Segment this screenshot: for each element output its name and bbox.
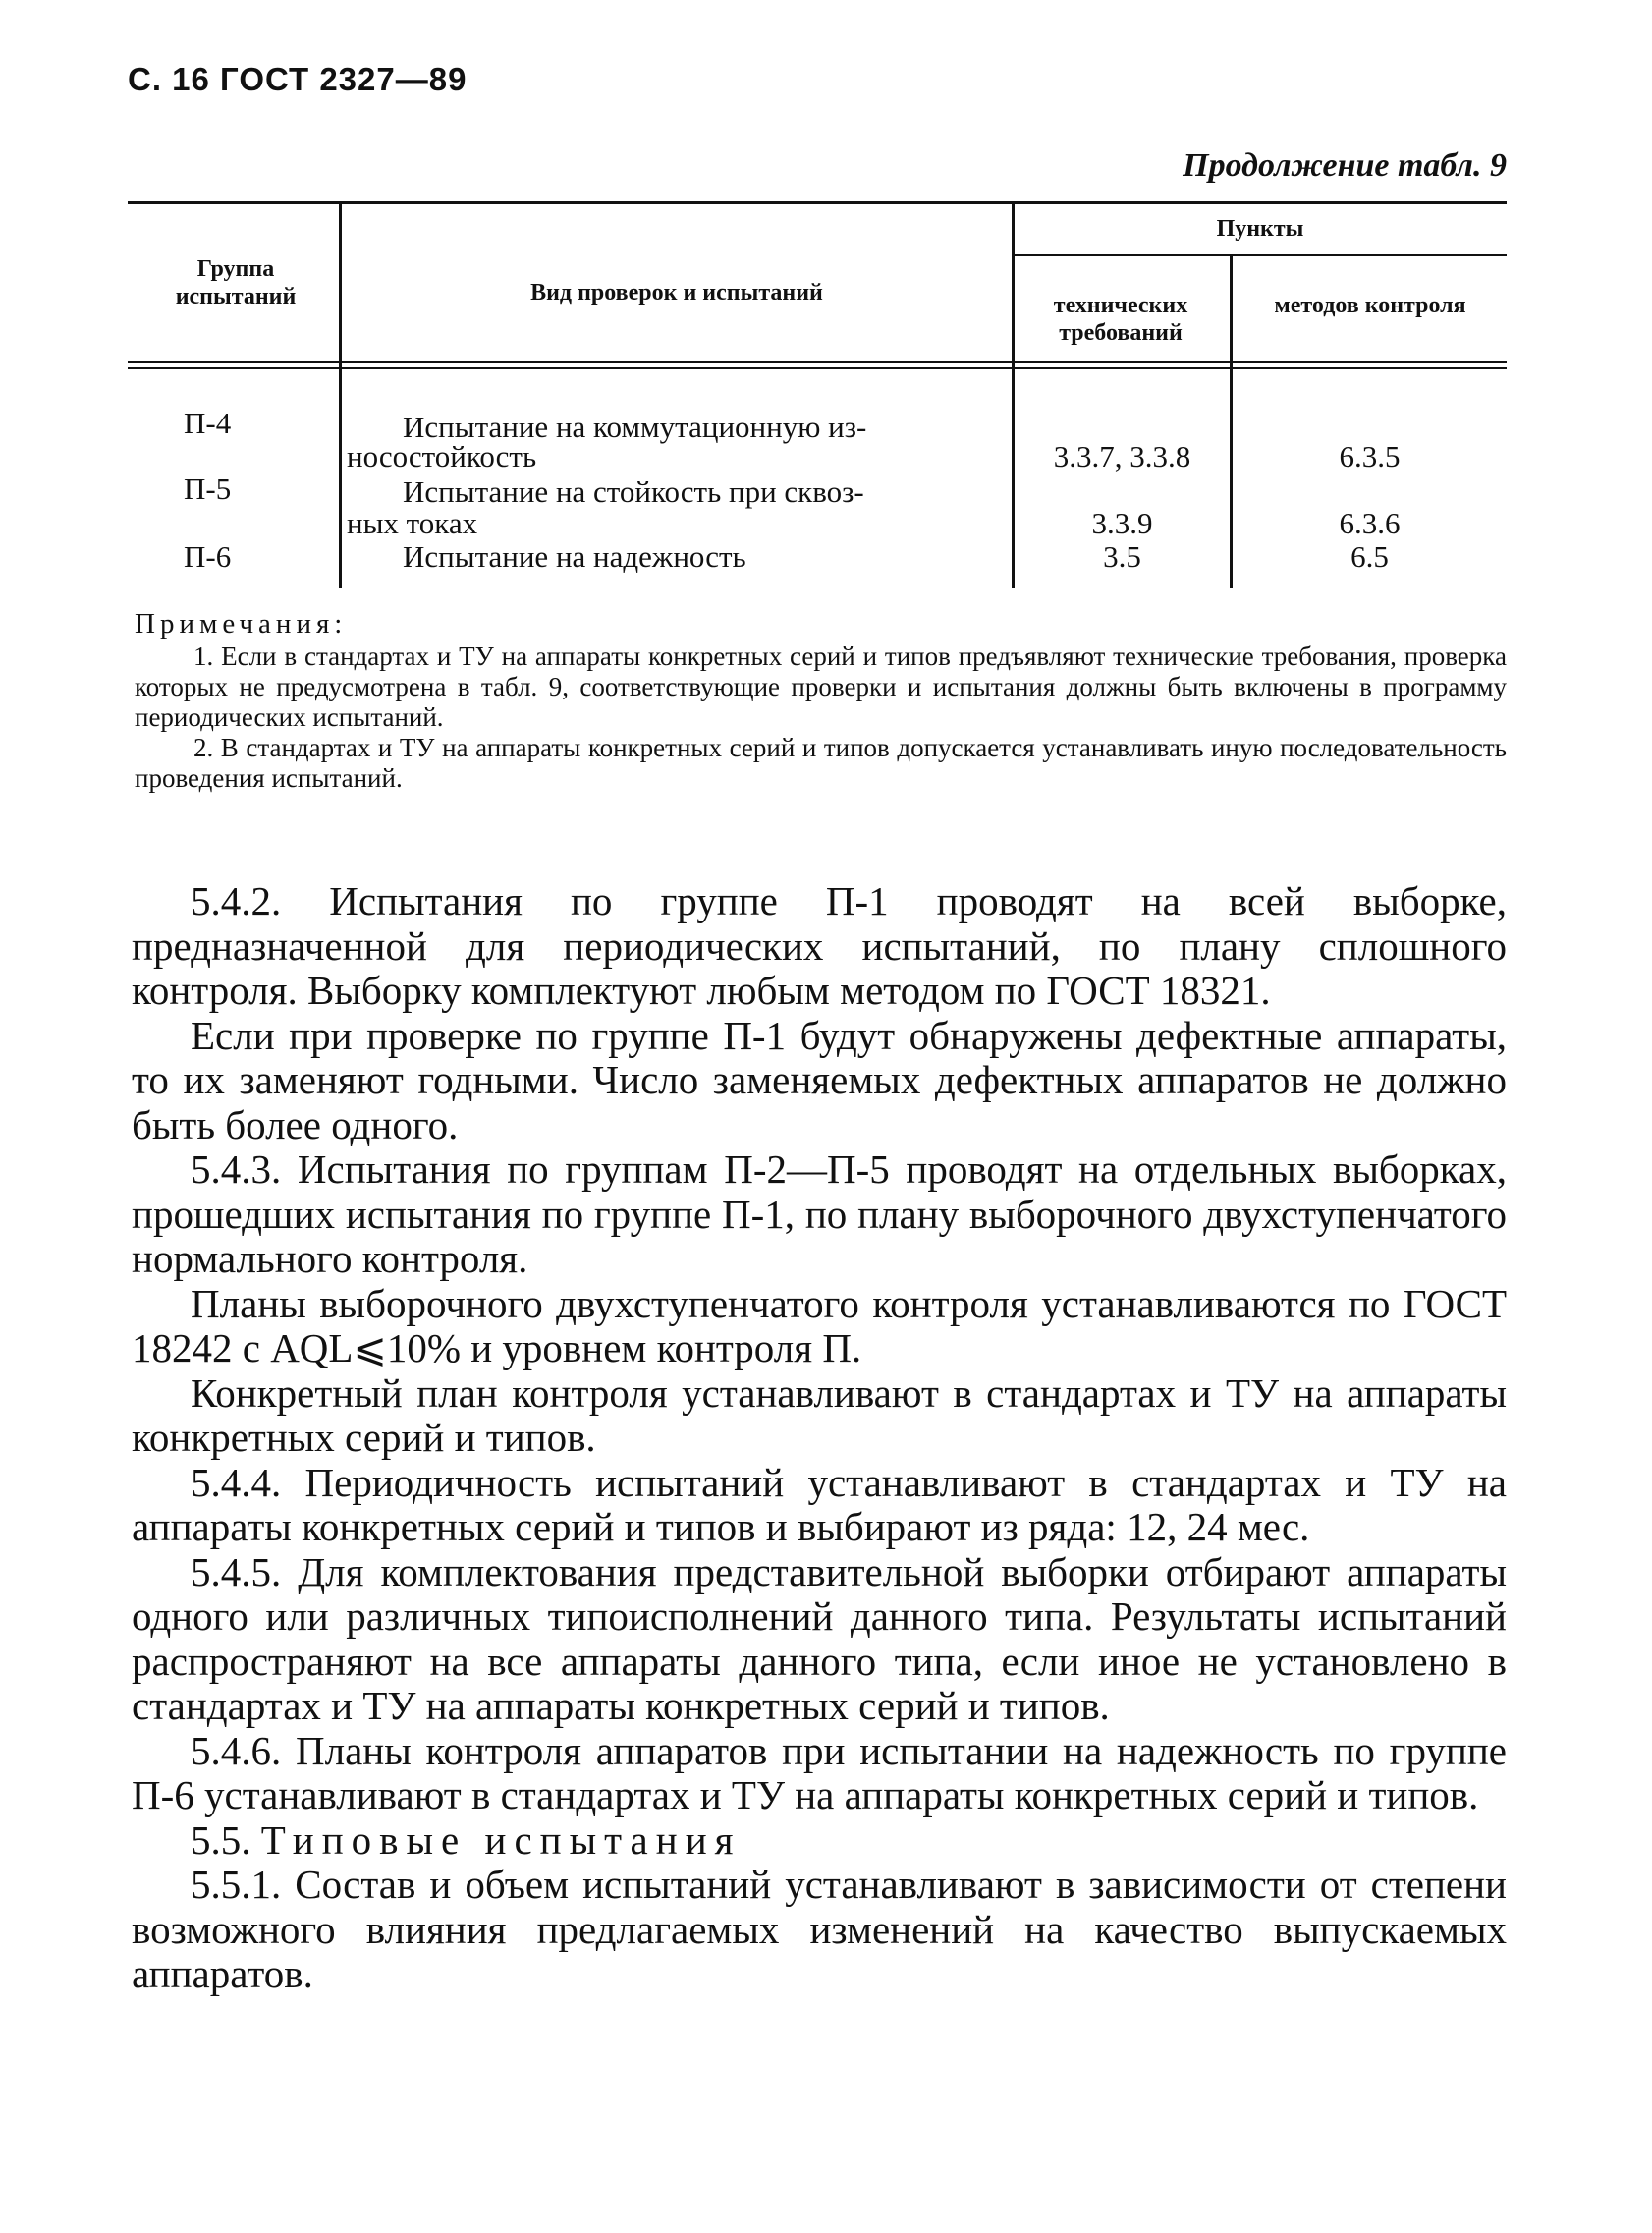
test-table — [128, 201, 1507, 589]
header-type: Вид проверок и испытаний — [530, 280, 823, 306]
note-2: 2. В стандартах и ТУ на аппараты конкретных серий и типов допускается устанавливать иную последовательность проведения испытаний. — [135, 733, 1507, 793]
row-p5-type-line1: Испытание на стойкость при сквоз- — [403, 475, 864, 509]
para-sampling-plans: Планы выборочного двухступенчатого контроля устанавливаются по ГОСТ 18242 с AQL⩽10% и уровнем контроля П. — [132, 1280, 1507, 1370]
row-p6-type: Испытание на надежность — [403, 539, 746, 574]
section-5-5-title: Типовые испытания — [260, 1816, 742, 1863]
section-5-5-number: 5.5. — [191, 1816, 251, 1863]
notes-title: Примечания: — [135, 608, 348, 640]
para-5-5-1: 5.5.1. Состав и объем испытаний устанавливают в зависимости от степени возможного влияния предлагаемых изменений на качество выпускаемых аппаратов. — [132, 1862, 1507, 1996]
table-top-rule — [128, 201, 1507, 204]
note-1: 1. Если в стандартах и ТУ на аппараты конкретных серий и типов предъявляют технические требования, проверка которых не предусмотрена в табл. 9, соответствующие проверки и испытания должны быть включены в программу периодических испытаний. — [135, 642, 1507, 732]
row-p4-type-line1: Испытание на коммутационную из- — [403, 410, 867, 444]
para-5-4-2: 5.4.2. Испытания по группе П-1 проводят на всей выборке, предназначенной для периодических испытаний, по плану сплошного контроля. Выборку комплектуют любым методом по ГОСТ 18321. — [132, 878, 1507, 1013]
header-points: Пункты — [1216, 216, 1304, 242]
para-specific-plan: Конкретный план контроля устанавливают в стандартах и ТУ на аппараты конкретных серий и типов. — [132, 1369, 1507, 1460]
header-group: Группа испытаний — [175, 256, 297, 309]
row-p6-tech: 3.5 — [1103, 539, 1141, 574]
table-continuation-caption: Продолжение табл. 9 — [1183, 147, 1507, 184]
table-header-rule-2 — [128, 367, 1507, 369]
running-head: С. 16 ГОСТ 2327—89 — [128, 61, 468, 97]
row-p5-group: П-5 — [184, 472, 232, 506]
row-p6-group: П-6 — [184, 539, 232, 574]
row-p5-type-line2: ных токах — [347, 506, 478, 540]
row-p4-type-line2: носостойкость — [347, 439, 537, 474]
row-p6-method: 6.5 — [1350, 539, 1389, 574]
row-p4-group: П-4 — [184, 406, 232, 440]
para-5-4-6: 5.4.6. Планы контроля аппаратов при испытании на надежность по группе П-6 устанавливают в стандартах и ТУ на аппараты конкретных серий и типов. — [132, 1727, 1507, 1817]
row-p5-method: 6.3.6 — [1339, 506, 1401, 540]
table-col-divider-1 — [339, 204, 342, 588]
row-p4-tech: 3.3.7, 3.3.8 — [1053, 439, 1191, 474]
header-tech: технических требований — [1053, 293, 1188, 346]
section-5-5-heading — [132, 1818, 1507, 1864]
table-notes — [135, 609, 1507, 794]
para-5-4-5: 5.4.5. Для комплектования представительной выборки отбирают аппараты одного или различных типоисполнений данного типа. Результаты испытаний распространяют на все аппараты данного типа, если иное не установлено в стандартах и ТУ на аппараты конкретных серий и типов. — [132, 1548, 1507, 1728]
row-p5-tech: 3.3.9 — [1091, 506, 1153, 540]
body-text — [132, 879, 1507, 1997]
para-5-4-4: 5.4.4. Периодичность испытаний устанавливают в стандартах и ТУ на аппараты конкретных серий и типов и выбирают из ряда: 12, 24 мес. — [132, 1459, 1507, 1549]
table-points-rule — [1012, 254, 1507, 256]
para-5-4-3: 5.4.3. Испытания по группам П-2—П-5 проводят на отдельных выборках, прошедших испытания по группе П-1, по плану выборочного двухступенчатого нормального контроля. — [132, 1146, 1507, 1281]
row-p4-method: 6.3.5 — [1339, 439, 1401, 474]
header-methods: методов контроля — [1274, 293, 1466, 318]
para-replacement: Если при проверке по группе П-1 будут обнаружены дефектные аппараты, то их заменяют годными. Число заменяемых дефектных аппаратов не должно быть более одного. — [132, 1012, 1507, 1147]
table-header-rule — [128, 361, 1507, 363]
